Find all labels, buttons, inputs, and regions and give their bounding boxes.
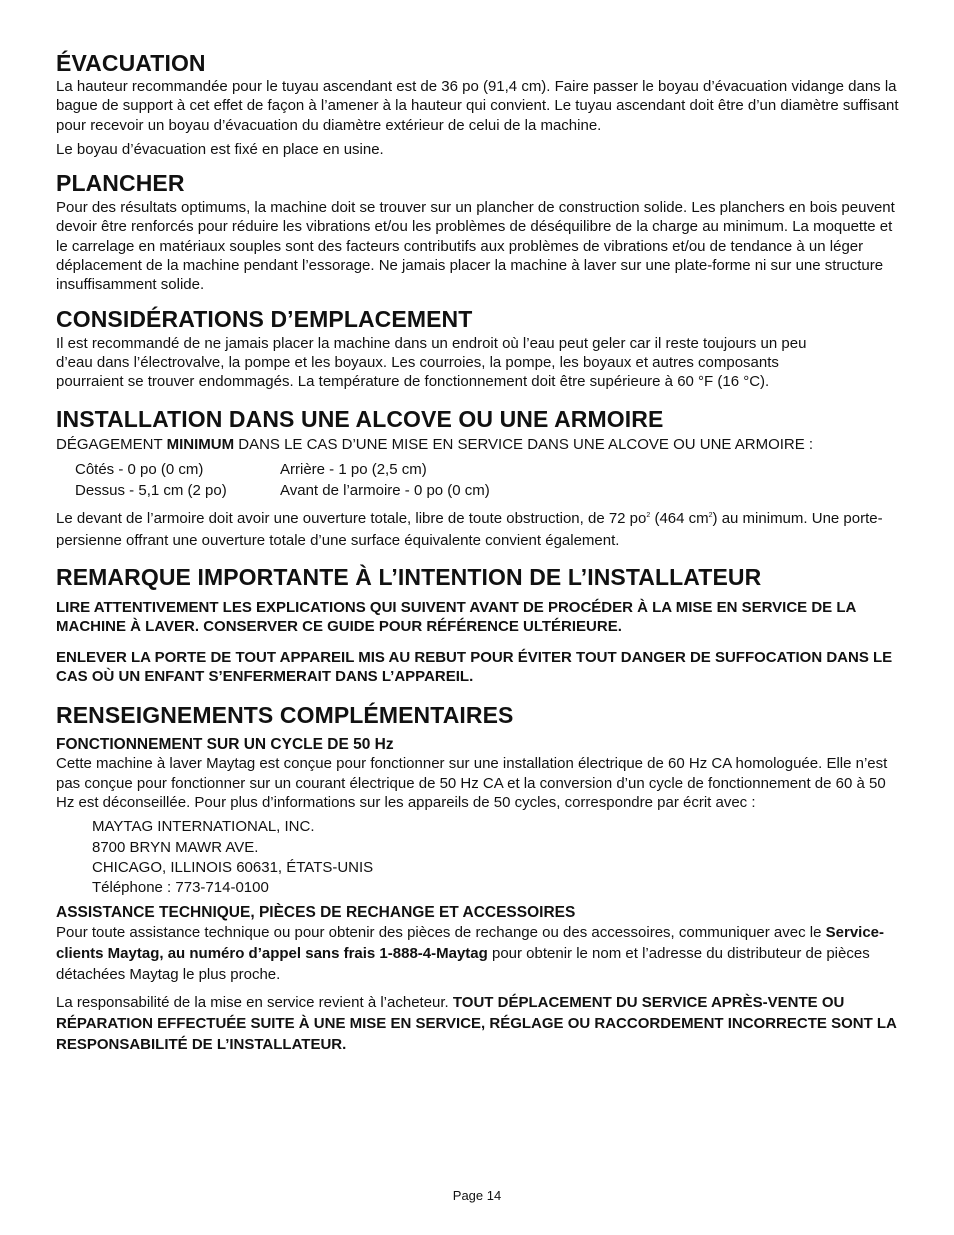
- address-line: 8700 BRYN MAWR AVE.: [92, 838, 259, 856]
- alcove-opening-paragraph: Le devant de l’armoire doit avoir une ouverture totale, libre de toute obstruction, de 72 $po^2$ (464 $cm^2$) au minimum. Une porte-persienne offrant une ouverture totale d’une surface équivalente convient également.: [56, 510, 883, 549]
- heading-renseignements: RENSEIGNEMENTS COMPLÉMENTAIRES: [56, 702, 514, 729]
- assistance-paragraph: Pour toute assistance technique ou pour obtenir des pièces de rechange ou des accessoires, communiquer avec le Service-clients Maytag, au numéro d’appel sans frais 1-888-4-Maytag pour obtenir le nom et l’adresse du distributeur de pièces détachées Maytag le plus proche.: [56, 923, 885, 983]
- address-line: CHICAGO, ILLINOIS 60631, ÉTATS-UNIS: [92, 858, 374, 876]
- clearance-avant: Avant de l’armoire - 0 po (0 cm): [280, 482, 490, 500]
- emplacement-paragraph: Il est recommandé de ne jamais placer la machine dans un endroit où l’eau peut geler car il reste toujours un peu d’eau dans l’électrovalve, la pompe et les boyaux. Les courroies, la pompe, les boyaux et autres composants pourraient se trouver endommagés. La température de fonctionnement doit être supérieure à 60 °F (16 °C).: [56, 334, 807, 391]
- clearance-arriere: Arrière - 1 po (2,5 cm): [280, 461, 427, 479]
- subheading-assistance: ASSISTANCE TECHNIQUE, PIÈCES DE RECHANGE ET ACCESSOIRES: [56, 903, 576, 921]
- evacuation-paragraph: La hauteur recommandée pour le tuyau ascendant est de 36 po (91,4 cm). Faire passer le boyau d’évacuation vidange dans la bague de support à cet effet de façon à l’amener à la hauteur qui convient. Le tuyau ascendant doit être d’un diamètre suffisant pour recevoir un boyau d’évacuation du diamètre extérieur de celui de la machine.: [56, 78, 899, 134]
- heading-emplacement: CONSIDÉRATIONS D’EMPLACEMENT: [56, 305, 473, 332]
- address-block: [56, 817, 901, 899]
- responsabilite-paragraph: La responsabilité de la mise en service revient à l’acheteur. TOUT DÉPLACEMENT DU SERVICE APRÈS-VENTE OU RÉPARATION EFFECTUÉE SUITE À UNE MISE EN SERVICE, RÉGLAGE OU RACCORDEMENT INCORRECTE SONT LA RESPONSABILITÉ DE L’INSTALLATEUR.: [56, 993, 897, 1053]
- heading-alcove: INSTALLATION DANS UNE ALCOVE OU UNE ARMOIRE: [56, 405, 664, 432]
- heading-remarque: REMARQUE IMPORTANTE À L’INTENTION DE L’INSTALLATEUR: [56, 564, 762, 591]
- clearance-row: [56, 459, 901, 480]
- subheading-50hz: FONCTIONNEMENT SUR UN CYCLE DE 50 Hz: [56, 736, 394, 754]
- renseignements-paragraph: Cette machine à laver Maytag est conçue pour fonctionner sur une installation électrique de 60 Hz CA homologuée. Elle n’est pas conçue pour fonctionner sur un courant électrique de 50 Hz CA et la conversion d’un cycle de fonctionnement de 60 à 50 Hz est déconseillée. Pour plus d’informations sur les appareils de 50 cycles, correspondre par écrit avec :: [56, 755, 888, 811]
- page-number: Page 14: [452, 1188, 502, 1203]
- heading-plancher: PLANCHER: [56, 170, 185, 197]
- clearance-row: [56, 480, 901, 501]
- address-phone: Téléphone : 773-714-0100: [92, 879, 269, 897]
- document-page: [56, 50, 901, 1055]
- clearance-table: [56, 459, 901, 501]
- heading-evacuation: ÉVACUATION: [56, 50, 206, 76]
- remarque-warning-2: ENLEVER LA PORTE DE TOUT APPAREIL MIS AU REBUT POUR ÉVITER TOUT DANGER DE SUFFOCATION DANS LE CAS OÙ UN ENFANT S’ENFERMERAIT DANS L’APPAREIL.: [56, 648, 893, 685]
- alcove-lead: DÉGAGEMENT MINIMUM DANS LE CAS D’UNE MISE EN SERVICE DANS UNE ALCOVE OU UNE ARMOIRE :: [56, 435, 814, 453]
- address-line: MAYTAG INTERNATIONAL, INC.: [92, 818, 315, 836]
- evacuation-note: Le boyau d’évacuation est fixé en place en usine.: [56, 140, 384, 158]
- plancher-paragraph: Pour des résultats optimums, la machine doit se trouver sur un plancher de construction solide. Les planchers en bois peuvent devoir être renforcés pour réduire les vibrations et/ou les problèmes de déséquilibre de la charge au minimum. La moquette et le carrelage en matériaux souples sont des facteurs contributifs aux problèmes de vibrations et/ou de tendance à un léger déplacement de la machine pendant l’essorage. Ne jamais placer la machine à laver sur une plate-forme ni sur une structure insuffisamment solide.: [56, 199, 895, 294]
- remarque-warning-1: LIRE ATTENTIVEMENT LES EXPLICATIONS QUI SUIVENT AVANT DE PROCÉDER À LA MISE EN SERVICE DE LA MACHINE À LAVER. CONSERVER CE GUIDE POUR RÉFÉRENCE ULTÉRIEURE.: [56, 599, 856, 636]
- clearance-dessus: Dessus - 5,1 cm (2 po): [75, 482, 227, 500]
- clearance-cotes: Côtés - 0 po (0 cm): [75, 461, 204, 479]
